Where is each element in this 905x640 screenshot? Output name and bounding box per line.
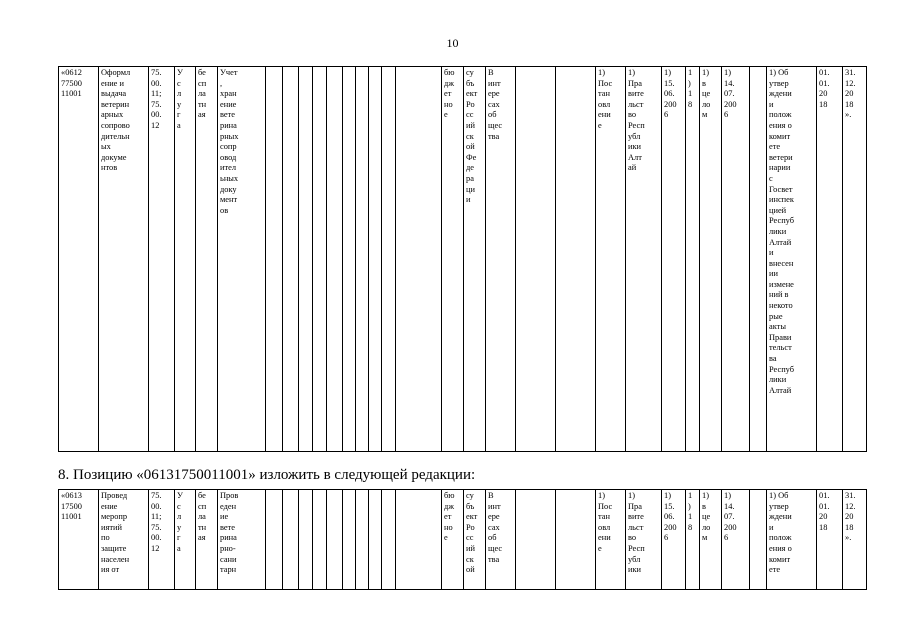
empty-cell — [327, 490, 343, 590]
table-cell: 31. 12. 20 18 ». — [843, 67, 867, 452]
table-cell: 1) Пос тан овл ени е — [596, 67, 626, 452]
table-cell: В инт ере сах об щес тва — [486, 490, 516, 590]
table-cell: Учет , хран ение вете рина рных сопр овод ител ьных доку мент ов — [218, 67, 266, 452]
empty-cell — [382, 67, 396, 452]
empty-cell — [556, 67, 596, 452]
empty-cell — [283, 490, 299, 590]
table-cell: Пров еден ие вете рина рно- сани тарн — [218, 490, 266, 590]
empty-cell — [516, 490, 556, 590]
table-row — [59, 490, 867, 590]
empty-cell — [283, 67, 299, 452]
table-cell: У с л у г а — [175, 490, 196, 590]
table-position-0613 — [58, 489, 867, 590]
table-cell: 75. 00. 11; 75. 00. 12 — [149, 490, 175, 590]
empty-cell — [343, 490, 356, 590]
table-cell: бе сп ла тн ая — [196, 490, 218, 590]
empty-cell — [556, 490, 596, 590]
table-cell: У с л у г а — [175, 67, 196, 452]
table-cell: 1) Об утвер ждени и полож ения о комит ете ветери нарии с Госвет инспек цией Респуб лики Алтай и внесен ии измене ний в некото рые акты Прави тельст ва Респуб лики Алтай — [767, 67, 817, 452]
empty-cell — [396, 67, 442, 452]
table-cell: 01. 01. 20 18 — [817, 490, 843, 590]
empty-cell — [356, 67, 369, 452]
table-cell: 1 ) 1 8 — [686, 490, 700, 590]
empty-cell — [299, 490, 313, 590]
empty-cell — [313, 67, 327, 452]
empty-cell — [382, 490, 396, 590]
table-cell: 1) Пра вите льст во Респ убл ики — [626, 490, 662, 590]
table-cell: 75. 00. 11; 75. 00. 12 — [149, 67, 175, 452]
empty-cell — [369, 67, 382, 452]
empty-cell — [396, 490, 442, 590]
table-cell: «0612 77500 11001 — [59, 67, 99, 452]
table-cell: бе сп ла тн ая — [196, 67, 218, 452]
section-heading: 8. Позицию «06131750011001» изложить в следующей редакции: — [58, 467, 476, 483]
table-cell: 1) 15. 06. 200 6 — [662, 490, 686, 590]
empty-cell — [356, 490, 369, 590]
empty-cell — [343, 67, 356, 452]
table-cell: 1) 15. 06. 200 6 — [662, 67, 686, 452]
empty-cell — [516, 67, 556, 452]
table-cell: су бъ ект Ро сс ий ск ой — [464, 490, 486, 590]
table-cell: 31. 12. 20 18 ». — [843, 490, 867, 590]
table-cell: 1) 14. 07. 200 6 — [722, 490, 750, 590]
empty-cell — [750, 67, 767, 452]
table-cell: 1) Пра вите льст во Респ убл ики Алт ай — [626, 67, 662, 452]
empty-cell — [266, 490, 283, 590]
table-cell: бю дж ет но е — [442, 67, 464, 452]
table-cell: «0613 17500 11001 — [59, 490, 99, 590]
table-cell: 1 ) 1 8 — [686, 67, 700, 452]
table-row — [59, 67, 867, 452]
table-cell: 1) Об утвер ждени и полож ения о комит ете — [767, 490, 817, 590]
table-position-0612 — [58, 66, 867, 452]
table-cell: Оформл ение и выдача ветерин арных сопрово дительн ых докуме нтов — [99, 67, 149, 452]
table-cell: бю дж ет но е — [442, 490, 464, 590]
table-cell: 1) в це ло м — [700, 67, 722, 452]
empty-cell — [299, 67, 313, 452]
empty-cell — [313, 490, 327, 590]
empty-cell — [369, 490, 382, 590]
empty-cell — [750, 490, 767, 590]
table-cell: 1) 14. 07. 200 6 — [722, 67, 750, 452]
table-cell: 01. 01. 20 18 — [817, 67, 843, 452]
table-cell: В инт ере сах об щес тва — [486, 67, 516, 452]
table-cell: 1) Пос тан овл ени е — [596, 490, 626, 590]
table-cell: Провед ение меропр иятий по защите населен ия от — [99, 490, 149, 590]
empty-cell — [327, 67, 343, 452]
table-cell: су бъ ект Ро сс ий ск ой Фе де ра ци и — [464, 67, 486, 452]
page-number: 10 — [446, 36, 459, 50]
empty-cell — [266, 67, 283, 452]
table-cell: 1) в це ло м — [700, 490, 722, 590]
